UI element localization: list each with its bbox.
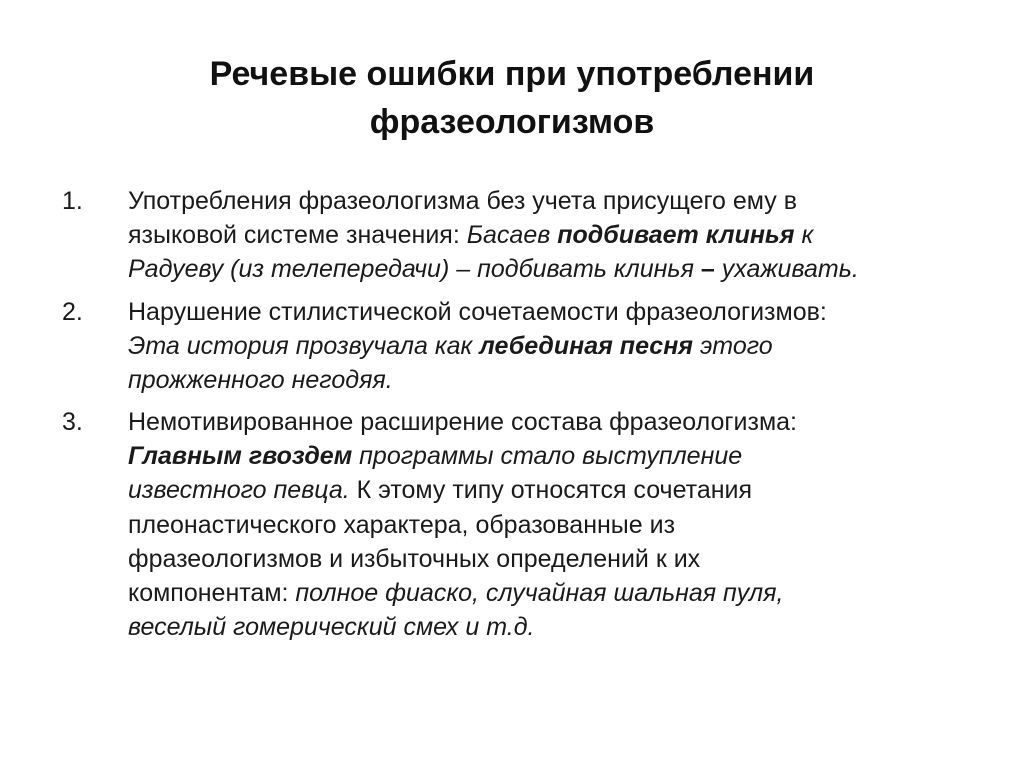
item-3-text [128, 405, 978, 644]
item-1-example-subject: Басаев [466, 221, 558, 250]
title-line-1: Речевые ошибки при употреблении [209, 55, 815, 93]
item-2-phraseologism: лебединая песня [479, 332, 694, 361]
item-3-line-6-lead: компонентам: [128, 579, 296, 608]
item-1-text [128, 184, 978, 287]
item-3-example-tail: программы стало выступление [352, 442, 743, 471]
item-2-line-3 [128, 363, 978, 397]
item-3-line-6 [128, 576, 978, 610]
item-2-example-lead: Эта история прозвучала как [128, 332, 480, 361]
item-1-line-1: Употребления фразеологизма без учета присущего ему в [128, 187, 797, 215]
item-1-number: 1. [62, 187, 83, 215]
item-2-line-2 [128, 329, 978, 363]
item-3-line-1: Немотивированное расширение состава фразеологизма: [128, 408, 797, 436]
item-3-number: 3. [62, 408, 83, 436]
item-1-meaning: ухаживать. [721, 255, 859, 284]
item-3-phraseologism: Главным гвоздем [128, 442, 353, 471]
title-line-2: фразеологизмов [369, 103, 655, 141]
item-3-examples-2: веселый гомерический смех и т.д. [128, 613, 535, 642]
item-1-dash: – [693, 255, 722, 284]
item-1-line-3 [128, 252, 978, 286]
item-3-line-3-text: К этому типу относятся сочетания [349, 476, 753, 505]
slide-title [0, 50, 1024, 146]
item-1-line-2-tail: к [794, 221, 814, 250]
item-3-examples-1: полное фиаско, случайная шальная пуля, [295, 579, 784, 608]
item-1-source: Радуеву (из телепередачи) – [128, 255, 478, 284]
item-1-line-2-lead: языковой системе значения: [128, 221, 467, 250]
item-3-line-3 [128, 473, 978, 507]
item-2-example-end: прожженного негодяя. [128, 366, 393, 395]
item-3-line-7 [128, 610, 978, 644]
item-1-phraseologism: подбивает клинья [557, 221, 795, 250]
item-2-text [128, 295, 978, 398]
item-3-example-end: известного певца. [128, 476, 350, 505]
item-2-line-1: Нарушение стилистической сочетаемости фразеологизмов: [128, 298, 827, 326]
item-3-line-4: плеонастического характера, образованные из [128, 510, 676, 539]
item-2-example-tail: этого [693, 332, 773, 361]
item-3-line-5: фразеологизмов и избыточных определений к их [128, 544, 701, 573]
item-1-line-2 [128, 218, 978, 252]
item-3-line-2 [128, 439, 978, 473]
item-2-number: 2. [62, 298, 83, 326]
item-1-phrase-repeat: подбивать клинья [477, 255, 694, 284]
